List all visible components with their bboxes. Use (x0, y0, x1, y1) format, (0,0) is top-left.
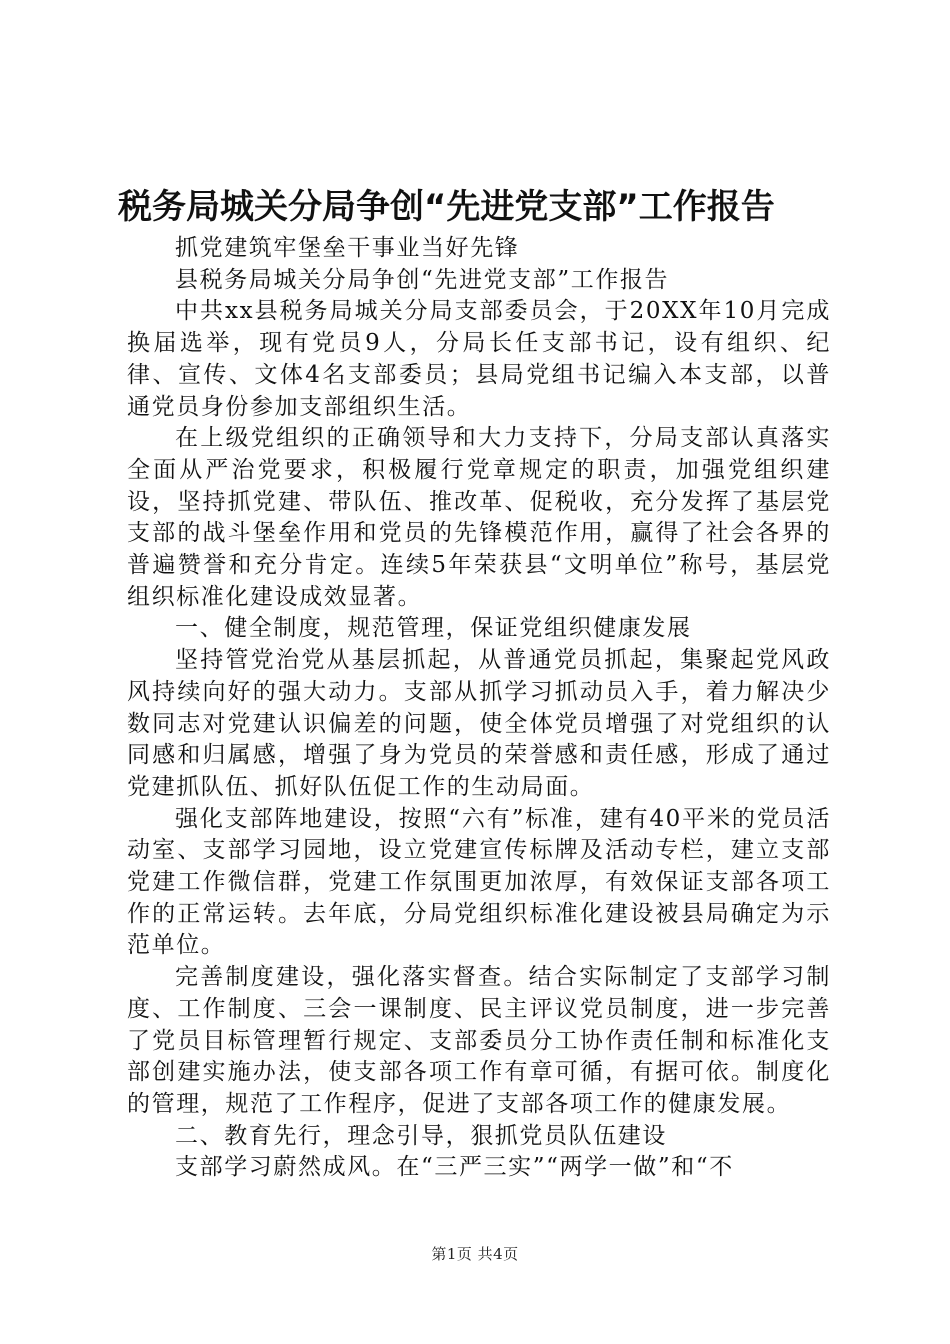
section-heading: 二、教育先行，理念引导，狠抓党员队伍建设 (175, 1122, 667, 1149)
body-paragraph: 坚持管党治党从基层抓起，从普通党员抓起，集聚起党风政风持续向好的强大动力。支部从抓学习抓动员入手，着力解决少数同志对党建认识偏差的问题，使全体党员增强了对党组织的认同感和归属感，增强了身为党员的荣誉感和责任感，形成了通过党建抓队伍、抓好队伍促工作的生动局面。 (127, 647, 831, 800)
report-heading-paragraph: 县税务局城关分局争创“先进党支部”工作报告 (175, 266, 670, 293)
page-number-footer: 第1页 共4页 (431, 1245, 519, 1263)
body-paragraph: 中共xx县税务局城关分局支部委员会，于20XX年10月完成换届选举，现有党员9人，分局长任支部书记，设有组织、纪律、宣传、文体4名支部委员；县局党组书记编入本支部，以普通党员身份参加支部组织生活。 (127, 298, 831, 420)
document-title: 税务局城关分局争创“先进党支部”工作报告 (118, 187, 775, 227)
body-paragraph: 完善制度建设，强化落实督查。结合实际制定了支部学习制度、工作制度、三会一课制度、民主评议党员制度，进一步完善了党员目标管理暂行规定、支部委员分工协作责任制和标准化支部创建实施办法，使支部各项工作有章可循，有据可依。制度化的管理，规范了工作程序，促进了支部各项工作的健康发展。 (127, 964, 831, 1117)
body-paragraph: 支部学习蔚然成风。在“三严三实”“两学一做”和“不 (175, 1154, 734, 1181)
document-body (127, 233, 831, 1184)
subtitle-paragraph: 抓党建筑牢堡垒干事业当好先锋 (175, 235, 520, 261)
body-paragraph: 强化支部阵地建设，按照“六有”标准，建有40平米的党员活动室、支部学习园地，设立党建宣传标牌及活动专栏，建立支部党建工作微信群，党建工作氛围更加浓厚，有效保证支部各项工作的正常运转。去年底，分局党组织标准化建设被县局确定为示范单位。 (127, 805, 831, 959)
body-paragraph: 在上级党组织的正确领导和大力支持下，分局支部认真落实全面从严治党要求，积极履行党章规定的职责，加强党组织建设，坚持抓党建、带队伍、推改革、促税收，充分发挥了基层党支部的战斗堡垒作用和党员的先锋模范作用，赢得了社会各界的普遍赞誉和充分肯定。连续5年荣获县“文明单位”称号，基层党组织标准化建设成效显著。 (127, 425, 831, 610)
section-heading: 一、健全制度，规范管理，保证党组织健康发展 (175, 615, 692, 642)
